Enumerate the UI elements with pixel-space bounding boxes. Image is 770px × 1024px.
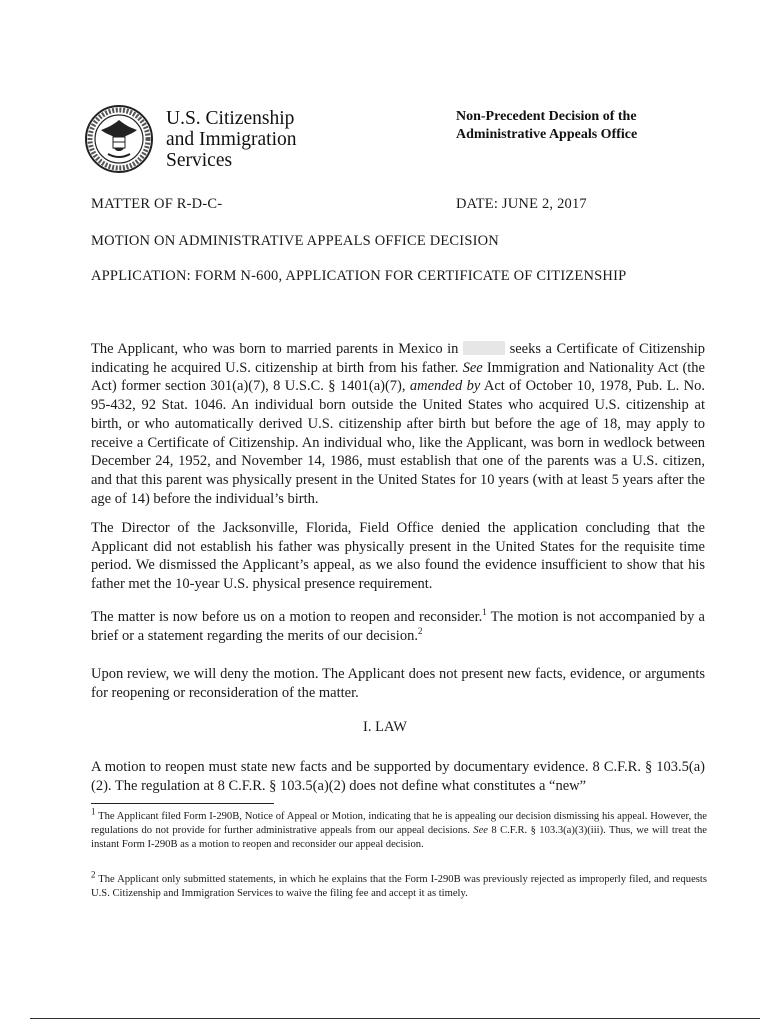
paragraph-director: The Director of the Jacksonville, Florida, Field Office denied the application concluding that the Applicant did not establish his father was physically present in the United States for the requisite time period. We dismissed the Applicant’s appeal, as we also found the evidence insufficient to show that his father met the 10-year U.S. physical presence requirement.	[91, 520, 705, 593]
section-heading-law: I. LAW	[363, 719, 407, 735]
p1-see: See	[462, 359, 483, 376]
footnote-1-number: 1	[91, 806, 96, 817]
footnote-1-text-a: The Applicant filed Form I-290B, Notice of Appeal or Motion, indicating that he is appealing our decision dismissing his appeal. However, the regulations do not provide for further administrative appeals from our appeal decisions.	[91, 811, 707, 836]
agency-line-1: U.S. Citizenship	[166, 108, 295, 129]
p3-text-a: The matter is now before us on a motion to reopen and reconsider.	[91, 609, 483, 625]
footnote-ref-1: 1	[482, 607, 487, 618]
footnote-2-number: 2	[91, 869, 96, 880]
paragraph-intro	[91, 340, 705, 508]
footnote-1-see: See	[473, 825, 488, 836]
footnote-ref-2: 2	[417, 625, 423, 636]
footnote-1-text-b: 8 C.F.R. § 103.3(a)(3)(iii). Thus, we will treat the instant Form I-290B as a motion to reopen and reconsider our appeal decision.	[91, 825, 707, 850]
redaction-box	[463, 341, 505, 355]
p1-amended-by: amended by	[409, 378, 481, 395]
p3-text-b: The motion is not accompanied by a brief or a statement regarding the merits of our decision.	[91, 609, 705, 644]
date-line: DATE: JUNE 2, 2017	[456, 196, 587, 212]
paragraph-review: Upon review, we will deny the motion. The Applicant does not present new facts, evidence, or arguments for reopening or reconsideration of the matter.	[91, 666, 705, 701]
p1-text-a: The Applicant, who was born to married parents in Mexico in	[91, 341, 463, 357]
nonprecedent-line-1: Non-Precedent Decision of the	[456, 109, 637, 124]
footnote-2-text: The Applicant only submitted statements, in which he explains that the Form I-290B was previously rejected as improperly filed, and requests U.S. Citizenship and Immigration Services to waive the filing fee and accept it as timely.	[91, 874, 707, 899]
p1-text-c: Immigration and Nationality Act (the Act) former section 301(a)(7), 8 U.S.C. § 1401(a)(7),	[91, 359, 705, 395]
paragraph-law: A motion to reopen must state new facts and be supported by documentary evidence. 8 C.F.R. § 103.5(a)(2). The regulation at 8 C.F.R. § 103.5(a)(2) does not define what constitutes a “new”	[91, 759, 705, 794]
footnote-2	[91, 869, 707, 901]
footnote-divider	[91, 803, 274, 804]
p1-text-d: Act of October 10, 1978, Pub. L. No. 95-432, 92 Stat. 1046. An individual born outside the United States who acquired U.S. citizenship at birth, or who automatically derived U.S. citizenship after birth but before the age of 18, may apply to receive a Certificate of Citizenship. An individual who, like the Applicant, was born in wedlock between December 24, 1952, and November 14, 1986, must establish that one of the parents was a U.S. citizen, and that this parent was physically present in the United States for 10 years (with at least 5 years after the age of 14) before the individual’s birth.	[91, 378, 705, 507]
nonprecedent-label	[456, 108, 637, 144]
nonprecedent-line-2: Administrative Appeals Office	[456, 127, 638, 142]
footnote-1	[91, 806, 707, 852]
paragraph-motion	[91, 608, 705, 645]
agency-line-2: and Immigration	[166, 129, 297, 150]
dhs-seal-icon	[84, 104, 154, 174]
application-line: APPLICATION: FORM N-600, APPLICATION FOR CERTIFICATE OF CITIZENSHIP	[91, 268, 627, 284]
matter-line: MATTER OF R-D-C-	[91, 196, 223, 212]
page-bottom-edge	[30, 1018, 760, 1019]
agency-name	[166, 108, 297, 171]
motion-line: MOTION ON ADMINISTRATIVE APPEALS OFFICE DECISION	[91, 233, 499, 249]
agency-line-3: Services	[166, 150, 233, 171]
p1-text-b: seeks a Certificate of Citizenship indicating he acquired U.S. citizenship at birth from his father.	[91, 341, 705, 376]
